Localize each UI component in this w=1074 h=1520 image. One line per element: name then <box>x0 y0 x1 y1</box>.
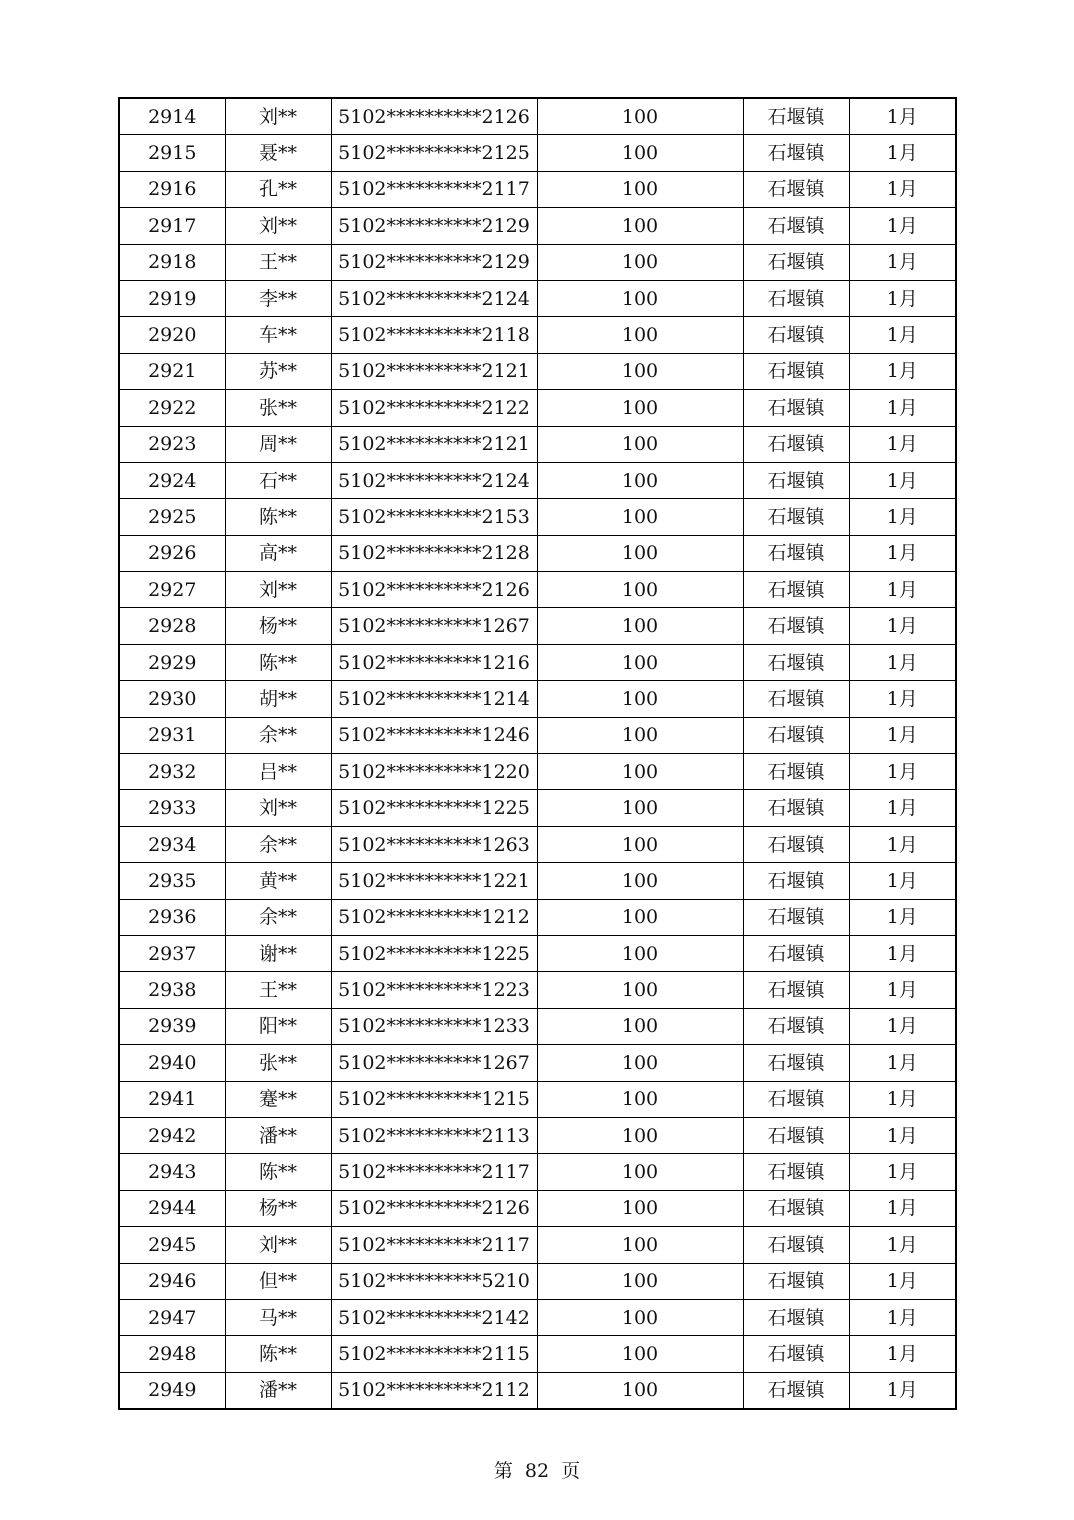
cell-id-number: 5102**********2126 <box>331 1190 537 1226</box>
cell-month: 1月 <box>849 208 956 244</box>
cell-name: 余** <box>225 717 331 753</box>
cell-name: 刘** <box>225 98 331 135</box>
cell-town: 石堰镇 <box>743 208 849 244</box>
cell-serial-number: 2924 <box>119 462 225 498</box>
cell-serial-number: 2935 <box>119 863 225 899</box>
cell-amount: 100 <box>537 717 743 753</box>
table-row <box>119 1227 956 1263</box>
cell-serial-number: 2915 <box>119 135 225 171</box>
cell-month: 1月 <box>849 462 956 498</box>
cell-id-number: 5102**********1215 <box>331 1081 537 1117</box>
table-row <box>119 790 956 826</box>
cell-amount: 100 <box>537 1008 743 1044</box>
cell-month: 1月 <box>849 572 956 608</box>
cell-id-number: 5102**********2115 <box>331 1336 537 1372</box>
cell-name: 孔** <box>225 171 331 207</box>
cell-town: 石堰镇 <box>743 390 849 426</box>
cell-amount: 100 <box>537 1190 743 1226</box>
cell-amount: 100 <box>537 899 743 935</box>
cell-serial-number: 2919 <box>119 280 225 316</box>
cell-name: 胡** <box>225 681 331 717</box>
cell-name: 潘** <box>225 1372 331 1409</box>
cell-town: 石堰镇 <box>743 1336 849 1372</box>
cell-serial-number: 2939 <box>119 1008 225 1044</box>
cell-id-number: 5102**********1223 <box>331 972 537 1008</box>
cell-month: 1月 <box>849 280 956 316</box>
cell-town: 石堰镇 <box>743 1154 849 1190</box>
cell-id-number: 5102**********2129 <box>331 244 537 280</box>
cell-month: 1月 <box>849 390 956 426</box>
cell-serial-number: 2926 <box>119 535 225 571</box>
cell-serial-number: 2940 <box>119 1045 225 1081</box>
cell-amount: 100 <box>537 280 743 316</box>
table-row <box>119 462 956 498</box>
cell-town: 石堰镇 <box>743 899 849 935</box>
table-row <box>119 608 956 644</box>
cell-name: 张** <box>225 1045 331 1081</box>
cell-town: 石堰镇 <box>743 462 849 498</box>
table-row <box>119 1372 956 1409</box>
table-row <box>119 171 956 207</box>
cell-month: 1月 <box>849 98 956 135</box>
cell-town: 石堰镇 <box>743 717 849 753</box>
table-row <box>119 426 956 462</box>
cell-id-number: 5102**********5210 <box>331 1263 537 1299</box>
cell-id-number: 5102**********1225 <box>331 935 537 971</box>
cell-month: 1月 <box>849 1081 956 1117</box>
table-row <box>119 499 956 535</box>
cell-serial-number: 2949 <box>119 1372 225 1409</box>
cell-month: 1月 <box>849 1336 956 1372</box>
cell-id-number: 5102**********2124 <box>331 280 537 316</box>
cell-name: 刘** <box>225 572 331 608</box>
cell-serial-number: 2947 <box>119 1299 225 1335</box>
cell-name: 黄** <box>225 863 331 899</box>
cell-month: 1月 <box>849 1008 956 1044</box>
cell-town: 石堰镇 <box>743 535 849 571</box>
table-row <box>119 1336 956 1372</box>
cell-id-number: 5102**********2129 <box>331 208 537 244</box>
cell-id-number: 5102**********1263 <box>331 826 537 862</box>
cell-serial-number: 2923 <box>119 426 225 462</box>
cell-month: 1月 <box>849 1299 956 1335</box>
cell-name: 王** <box>225 972 331 1008</box>
cell-id-number: 5102**********2117 <box>331 171 537 207</box>
cell-amount: 100 <box>537 1372 743 1409</box>
table-row <box>119 935 956 971</box>
cell-town: 石堰镇 <box>743 1117 849 1153</box>
cell-name: 王** <box>225 244 331 280</box>
table-row <box>119 681 956 717</box>
cell-month: 1月 <box>849 681 956 717</box>
cell-month: 1月 <box>849 790 956 826</box>
cell-name: 余** <box>225 826 331 862</box>
cell-month: 1月 <box>849 608 956 644</box>
cell-id-number: 5102**********2124 <box>331 462 537 498</box>
cell-amount: 100 <box>537 171 743 207</box>
cell-name: 杨** <box>225 1190 331 1226</box>
cell-name: 李** <box>225 280 331 316</box>
cell-serial-number: 2931 <box>119 717 225 753</box>
cell-month: 1月 <box>849 171 956 207</box>
cell-month: 1月 <box>849 972 956 1008</box>
table-row <box>119 1117 956 1153</box>
cell-id-number: 5102**********1267 <box>331 1045 537 1081</box>
cell-serial-number: 2943 <box>119 1154 225 1190</box>
cell-month: 1月 <box>849 899 956 935</box>
cell-name: 陈** <box>225 1154 331 1190</box>
cell-month: 1月 <box>849 353 956 389</box>
cell-serial-number: 2927 <box>119 572 225 608</box>
cell-amount: 100 <box>537 426 743 462</box>
cell-name: 但** <box>225 1263 331 1299</box>
cell-name: 张** <box>225 390 331 426</box>
cell-serial-number: 2937 <box>119 935 225 971</box>
cell-serial-number: 2946 <box>119 1263 225 1299</box>
cell-amount: 100 <box>537 1227 743 1263</box>
cell-name: 高** <box>225 535 331 571</box>
cell-name: 余** <box>225 899 331 935</box>
table-row <box>119 826 956 862</box>
cell-id-number: 5102**********2121 <box>331 353 537 389</box>
cell-id-number: 5102**********1267 <box>331 608 537 644</box>
cell-amount: 100 <box>537 317 743 353</box>
table-row <box>119 1045 956 1081</box>
cell-town: 石堰镇 <box>743 1190 849 1226</box>
cell-month: 1月 <box>849 1263 956 1299</box>
cell-id-number: 5102**********1216 <box>331 644 537 680</box>
cell-serial-number: 2918 <box>119 244 225 280</box>
cell-id-number: 5102**********2142 <box>331 1299 537 1335</box>
cell-town: 石堰镇 <box>743 135 849 171</box>
cell-town: 石堰镇 <box>743 499 849 535</box>
cell-amount: 100 <box>537 98 743 135</box>
cell-town: 石堰镇 <box>743 826 849 862</box>
cell-serial-number: 2933 <box>119 790 225 826</box>
cell-month: 1月 <box>849 135 956 171</box>
cell-town: 石堰镇 <box>743 644 849 680</box>
cell-month: 1月 <box>849 499 956 535</box>
cell-serial-number: 2934 <box>119 826 225 862</box>
cell-amount: 100 <box>537 1299 743 1335</box>
cell-serial-number: 2936 <box>119 899 225 935</box>
cell-town: 石堰镇 <box>743 1008 849 1044</box>
cell-serial-number: 2930 <box>119 681 225 717</box>
cell-name: 陈** <box>225 644 331 680</box>
cell-town: 石堰镇 <box>743 572 849 608</box>
cell-month: 1月 <box>849 935 956 971</box>
cell-town: 石堰镇 <box>743 681 849 717</box>
cell-id-number: 5102**********2112 <box>331 1372 537 1409</box>
cell-name: 马** <box>225 1299 331 1335</box>
cell-amount: 100 <box>537 572 743 608</box>
cell-id-number: 5102**********2128 <box>331 535 537 571</box>
table-row <box>119 244 956 280</box>
cell-amount: 100 <box>537 754 743 790</box>
cell-serial-number: 2925 <box>119 499 225 535</box>
cell-id-number: 5102**********1225 <box>331 790 537 826</box>
cell-name: 潘** <box>225 1117 331 1153</box>
cell-id-number: 5102**********1246 <box>331 717 537 753</box>
cell-town: 石堰镇 <box>743 935 849 971</box>
cell-amount: 100 <box>537 462 743 498</box>
cell-month: 1月 <box>849 863 956 899</box>
cell-amount: 100 <box>537 135 743 171</box>
cell-town: 石堰镇 <box>743 1263 849 1299</box>
cell-town: 石堰镇 <box>743 171 849 207</box>
cell-month: 1月 <box>849 1227 956 1263</box>
cell-id-number: 5102**********2125 <box>331 135 537 171</box>
cell-id-number: 5102**********1212 <box>331 899 537 935</box>
cell-town: 石堰镇 <box>743 790 849 826</box>
cell-town: 石堰镇 <box>743 863 849 899</box>
cell-month: 1月 <box>849 644 956 680</box>
cell-amount: 100 <box>537 972 743 1008</box>
cell-town: 石堰镇 <box>743 426 849 462</box>
table-row <box>119 754 956 790</box>
table-row <box>119 1263 956 1299</box>
cell-serial-number: 2932 <box>119 754 225 790</box>
cell-month: 1月 <box>849 535 956 571</box>
cell-id-number: 5102**********2117 <box>331 1227 537 1263</box>
cell-id-number: 5102**********2153 <box>331 499 537 535</box>
cell-id-number: 5102**********2118 <box>331 317 537 353</box>
table-row <box>119 863 956 899</box>
cell-id-number: 5102**********1214 <box>331 681 537 717</box>
table-row <box>119 644 956 680</box>
cell-month: 1月 <box>849 426 956 462</box>
cell-serial-number: 2920 <box>119 317 225 353</box>
cell-amount: 100 <box>537 244 743 280</box>
cell-amount: 100 <box>537 390 743 426</box>
cell-name: 刘** <box>225 790 331 826</box>
table-row <box>119 353 956 389</box>
table-row <box>119 390 956 426</box>
cell-month: 1月 <box>849 717 956 753</box>
cell-id-number: 5102**********2117 <box>331 1154 537 1190</box>
cell-id-number: 5102**********2121 <box>331 426 537 462</box>
cell-name: 聂** <box>225 135 331 171</box>
cell-month: 1月 <box>849 244 956 280</box>
cell-serial-number: 2944 <box>119 1190 225 1226</box>
cell-amount: 100 <box>537 608 743 644</box>
cell-serial-number: 2945 <box>119 1227 225 1263</box>
cell-name: 谢** <box>225 935 331 971</box>
cell-serial-number: 2929 <box>119 644 225 680</box>
cell-amount: 100 <box>537 208 743 244</box>
table-row <box>119 1299 956 1335</box>
cell-name: 杨** <box>225 608 331 644</box>
page-number: 第 82 页 <box>493 1460 581 1482</box>
cell-name: 阳** <box>225 1008 331 1044</box>
cell-amount: 100 <box>537 863 743 899</box>
cell-month: 1月 <box>849 1372 956 1409</box>
cell-serial-number: 2938 <box>119 972 225 1008</box>
cell-amount: 100 <box>537 826 743 862</box>
cell-id-number: 5102**********1233 <box>331 1008 537 1044</box>
cell-serial-number: 2928 <box>119 608 225 644</box>
cell-name: 蹇** <box>225 1081 331 1117</box>
cell-amount: 100 <box>537 644 743 680</box>
cell-month: 1月 <box>849 754 956 790</box>
cell-serial-number: 2922 <box>119 390 225 426</box>
cell-amount: 100 <box>537 1263 743 1299</box>
cell-month: 1月 <box>849 317 956 353</box>
table-row <box>119 535 956 571</box>
cell-town: 石堰镇 <box>743 608 849 644</box>
cell-town: 石堰镇 <box>743 98 849 135</box>
cell-amount: 100 <box>537 790 743 826</box>
cell-name: 苏** <box>225 353 331 389</box>
cell-id-number: 5102**********1221 <box>331 863 537 899</box>
cell-town: 石堰镇 <box>743 1045 849 1081</box>
cell-amount: 100 <box>537 499 743 535</box>
cell-id-number: 5102**********2122 <box>331 390 537 426</box>
cell-serial-number: 2941 <box>119 1081 225 1117</box>
cell-amount: 100 <box>537 1117 743 1153</box>
cell-town: 石堰镇 <box>743 1081 849 1117</box>
cell-town: 石堰镇 <box>743 1299 849 1335</box>
cell-month: 1月 <box>849 1154 956 1190</box>
table-row <box>119 1081 956 1117</box>
roster-table-body <box>119 98 956 1409</box>
table-row <box>119 572 956 608</box>
table-row <box>119 972 956 1008</box>
cell-id-number: 5102**********1220 <box>331 754 537 790</box>
cell-month: 1月 <box>849 1190 956 1226</box>
table-row <box>119 317 956 353</box>
cell-serial-number: 2942 <box>119 1117 225 1153</box>
cell-id-number: 5102**********2126 <box>331 98 537 135</box>
cell-month: 1月 <box>849 1117 956 1153</box>
table-row <box>119 98 956 135</box>
table-row <box>119 1190 956 1226</box>
table-row <box>119 135 956 171</box>
cell-amount: 100 <box>537 1045 743 1081</box>
cell-amount: 100 <box>537 1336 743 1372</box>
cell-town: 石堰镇 <box>743 353 849 389</box>
cell-month: 1月 <box>849 1045 956 1081</box>
cell-amount: 100 <box>537 681 743 717</box>
cell-amount: 100 <box>537 353 743 389</box>
cell-town: 石堰镇 <box>743 317 849 353</box>
cell-id-number: 5102**********2126 <box>331 572 537 608</box>
table-row <box>119 1008 956 1044</box>
cell-name: 周** <box>225 426 331 462</box>
cell-name: 陈** <box>225 499 331 535</box>
cell-name: 陈** <box>225 1336 331 1372</box>
table-row <box>119 899 956 935</box>
cell-name: 刘** <box>225 1227 331 1263</box>
cell-amount: 100 <box>537 935 743 971</box>
cell-name: 刘** <box>225 208 331 244</box>
cell-amount: 100 <box>537 535 743 571</box>
cell-serial-number: 2948 <box>119 1336 225 1372</box>
cell-amount: 100 <box>537 1081 743 1117</box>
cell-name: 吕** <box>225 754 331 790</box>
cell-town: 石堰镇 <box>743 1372 849 1409</box>
cell-name: 石** <box>225 462 331 498</box>
cell-name: 车** <box>225 317 331 353</box>
cell-serial-number: 2916 <box>119 171 225 207</box>
cell-serial-number: 2917 <box>119 208 225 244</box>
table-row <box>119 280 956 316</box>
cell-town: 石堰镇 <box>743 244 849 280</box>
roster-table <box>118 97 957 1410</box>
cell-town: 石堰镇 <box>743 754 849 790</box>
cell-id-number: 5102**********2113 <box>331 1117 537 1153</box>
cell-town: 石堰镇 <box>743 972 849 1008</box>
table-row <box>119 208 956 244</box>
cell-month: 1月 <box>849 826 956 862</box>
table-row <box>119 1154 956 1190</box>
cell-town: 石堰镇 <box>743 1227 849 1263</box>
cell-serial-number: 2921 <box>119 353 225 389</box>
table-row <box>119 717 956 753</box>
cell-serial-number: 2914 <box>119 98 225 135</box>
cell-town: 石堰镇 <box>743 280 849 316</box>
cell-amount: 100 <box>537 1154 743 1190</box>
